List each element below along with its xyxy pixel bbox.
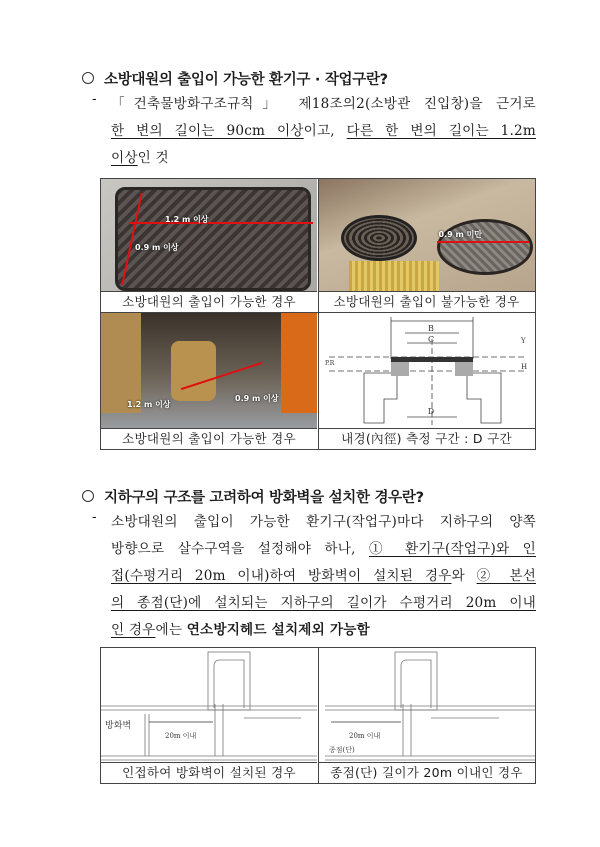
section2-heading: 지하구의 구조를 고려하여 방화벽을 설치한 경우란? bbox=[82, 486, 424, 507]
firefighter-photo: 1.2 m 이상 0.9 m 이상 bbox=[101, 313, 317, 428]
cross-section-svg bbox=[319, 313, 535, 428]
figure-caption: 소방대원의 출입이 가능한 경우 bbox=[101, 428, 317, 449]
figure-cell bbox=[101, 313, 319, 450]
figure-caption: 소방대원의 출입이 가능한 경우 bbox=[101, 291, 317, 312]
figure-caption: 내경(內徑) 측정 구간 : D 구간 bbox=[319, 428, 535, 449]
figure-caption: 종점(단) 길이가 20m 이내인 경우 bbox=[319, 762, 535, 783]
svg-text:Y: Y bbox=[520, 337, 526, 345]
manhole-round-photo: 0.9 m 미만 bbox=[319, 179, 535, 291]
para-line: 의 종점(단)에 설치되는 지하구의 길이가 수평거리 20m 이내 bbox=[111, 595, 536, 611]
circle-bullet-icon bbox=[82, 490, 94, 502]
svg-text:B: B bbox=[427, 324, 434, 333]
para-line: 이상인 것 bbox=[111, 150, 169, 166]
dash-bullet: - bbox=[92, 91, 97, 107]
figure-table-2 bbox=[100, 647, 536, 784]
terminal-end-diagram bbox=[319, 648, 535, 762]
para-line: 인 경우에는 연소방지헤드 설치제외 가능함 bbox=[111, 622, 370, 638]
firewall-diagram bbox=[101, 648, 317, 762]
svg-text:종점(단): 종점(단) bbox=[328, 746, 355, 754]
svg-text:C: C bbox=[427, 335, 434, 344]
svg-text:P.R: P.R bbox=[324, 360, 334, 367]
dash-bullet: - bbox=[92, 509, 97, 525]
section1-heading: 소방대원의 출입이 가능한 환기구 · 작업구란? bbox=[82, 68, 388, 89]
figure-table-1 bbox=[100, 178, 536, 450]
section2-paragraph bbox=[111, 509, 536, 644]
para-line: 방향으로 살수구역을 설정해야 하나, ① 환기구(작업구)와 인 bbox=[111, 541, 537, 557]
figure-caption: 소방대원의 출입이 불가능한 경우 bbox=[319, 291, 535, 312]
svg-text:H: H bbox=[520, 363, 527, 371]
figure-cell bbox=[318, 179, 536, 313]
terminal-end-svg bbox=[319, 648, 535, 762]
svg-text:D: D bbox=[427, 407, 434, 416]
para-line: 「건축물방화구조규칙」 제18조의2(소방관 진입창)을 근거로 bbox=[111, 96, 536, 112]
svg-text:방화벽: 방화벽 bbox=[105, 721, 132, 731]
para-line: 한 변의 길이는 90cm 이상이고, 다른 한 변의 길이는 1.2m bbox=[111, 123, 536, 139]
svg-text:20m 이내: 20m 이내 bbox=[165, 732, 197, 740]
svg-text:20m 이내: 20m 이내 bbox=[348, 732, 380, 740]
figure-cell bbox=[101, 648, 319, 784]
firewall-svg bbox=[101, 648, 317, 762]
para-line: 접(수평거리 20m 이내)하여 방화벽이 설치된 경우와 ② 본선 bbox=[111, 568, 536, 584]
section1-paragraph bbox=[111, 91, 536, 172]
para-line: 소방대원의 출입이 가능한 환기구(작업구)마다 지하구의 양쪽 bbox=[111, 514, 536, 530]
figure-caption: 인접하여 방화벽이 설치된 경우 bbox=[101, 762, 317, 783]
figure-cell bbox=[101, 179, 319, 313]
figure-cell bbox=[318, 313, 536, 450]
figure-cell bbox=[318, 648, 536, 784]
circle-bullet-icon bbox=[82, 72, 94, 84]
manhole-cross-section-diagram bbox=[319, 313, 535, 428]
manhole-rect-photo: 1.2 m 이상 0.9 m 이상 bbox=[101, 179, 317, 291]
